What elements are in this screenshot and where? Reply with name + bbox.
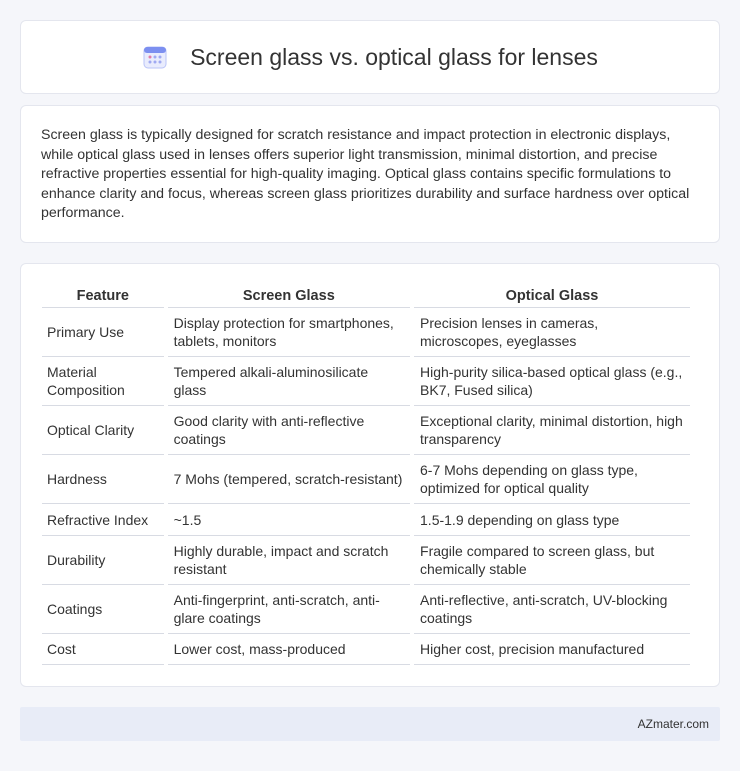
intro-text: Screen glass is typically designed for scratch resistance and impact protection in electronic displays, while optical glass used in lenses offers superior light transmission, minimal distortion, and precise refractive properties essential for high-quality imaging. Optical glass contains specific formulations to enhance clarity and focus, whereas screen glass prioritizes durability and surface hardness over optical performance. — [41, 127, 690, 222]
optical-glass-cell: Higher cost, precision manufactured — [414, 634, 690, 665]
screen-glass-cell: Good clarity with anti-reflective coatings — [168, 406, 410, 455]
table-row — [42, 357, 690, 406]
table-row — [42, 634, 690, 665]
feature-cell: Refractive Index — [42, 504, 164, 536]
title-card — [20, 20, 720, 94]
optical-glass-cell: High-purity silica-based optical glass (e.g., BK7, Fused silica) — [414, 357, 690, 406]
comparison-table — [38, 286, 694, 665]
calendar-icon — [142, 44, 168, 70]
table-header-row — [42, 286, 690, 308]
table-row — [42, 536, 690, 585]
feature-cell: Primary Use — [42, 308, 164, 357]
footer-brand: AZmater.com — [637, 717, 709, 731]
optical-glass-cell: 6-7 Mohs depending on glass type, optimized for optical quality — [414, 455, 690, 504]
intro-card — [20, 105, 720, 243]
optical-glass-cell: Precision lenses in cameras, microscopes, eyeglasses — [414, 308, 690, 357]
screen-glass-cell: Anti-fingerprint, anti-scratch, anti-glare coatings — [168, 585, 410, 634]
screen-glass-cell: Tempered alkali-aluminosilicate glass — [168, 357, 410, 406]
screen-glass-cell: 7 Mohs (tempered, scratch-resistant) — [168, 455, 410, 504]
optical-glass-cell: 1.5-1.9 depending on glass type — [414, 504, 690, 536]
table-row — [42, 455, 690, 504]
screen-glass-cell: Display protection for smartphones, tablets, monitors — [168, 308, 410, 357]
optical-glass-cell: Fragile compared to screen glass, but chemically stable — [414, 536, 690, 585]
feature-cell: Hardness — [42, 455, 164, 504]
table-row — [42, 406, 690, 455]
comparison-card — [20, 263, 720, 687]
screen-glass-cell: Highly durable, impact and scratch resistant — [168, 536, 410, 585]
feature-cell: Coatings — [42, 585, 164, 634]
feature-cell: Cost — [42, 634, 164, 665]
header-optical-glass: Optical Glass — [414, 286, 690, 308]
footer — [20, 707, 720, 741]
optical-glass-cell: Anti-reflective, anti-scratch, UV-blocking coatings — [414, 585, 690, 634]
feature-cell: Material Composition — [42, 357, 164, 406]
table-row — [42, 504, 690, 536]
feature-cell: Durability — [42, 536, 164, 585]
page-title: Screen glass vs. optical glass for lenses — [190, 43, 598, 70]
screen-glass-cell: Lower cost, mass-produced — [168, 634, 410, 665]
screen-glass-cell: ~1.5 — [168, 504, 410, 536]
header-screen-glass: Screen Glass — [168, 286, 410, 308]
table-row — [42, 585, 690, 634]
optical-glass-cell: Exceptional clarity, minimal distortion, high transparency — [414, 406, 690, 455]
header-feature: Feature — [42, 286, 164, 308]
table-row — [42, 308, 690, 357]
feature-cell: Optical Clarity — [42, 406, 164, 455]
